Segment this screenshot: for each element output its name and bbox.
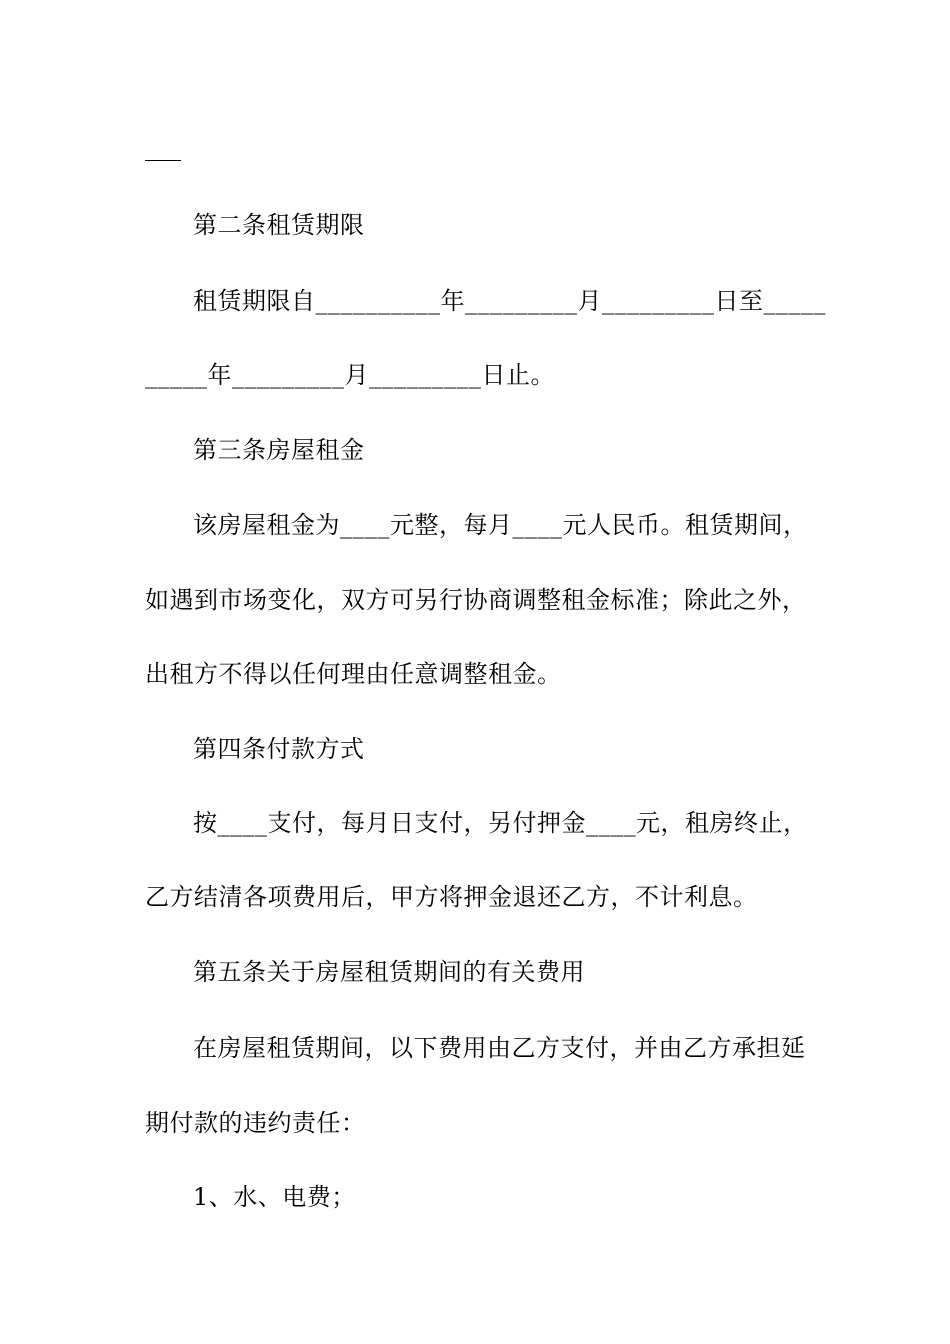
article-3-text-line-3: 出租方不得以任何理由任意调整租金。 <box>145 660 562 688</box>
top-underline <box>145 160 181 161</box>
article-3-text-line-2: 如遇到市场变化，双方可另行协商调整租金标准；除此之外， <box>145 586 807 614</box>
article-2-text-line-1: 租赁期限自__________年_________月_________日至_____ <box>193 287 826 315</box>
article-5-heading: 第五条关于房屋租赁期间的有关费用 <box>193 958 585 986</box>
article-5-item-1: 1、水、电费； <box>193 1183 356 1211</box>
article-4-text-line-1: 按____支付，每月日支付，另付押金____元，租房终止， <box>193 809 808 837</box>
article-3-heading: 第三条房屋租金 <box>193 436 365 464</box>
article-5-text-line-2: 期付款的违约责任： <box>145 1109 366 1137</box>
article-3-text-line-1: 该房屋租金为____元整，每月____元人民币。租赁期间， <box>193 511 808 539</box>
article-2-text-line-2: _____年_________月_________日止。 <box>145 361 555 389</box>
article-2-heading: 第二条租赁期限 <box>193 211 365 239</box>
article-4-text-line-2: 乙方结清各项费用后，甲方将押金退还乙方，不计利息。 <box>145 883 758 911</box>
article-4-heading: 第四条付款方式 <box>193 735 365 763</box>
article-5-text-line-1: 在房屋租赁期间，以下费用由乙方支付，并由乙方承担延 <box>193 1034 806 1062</box>
